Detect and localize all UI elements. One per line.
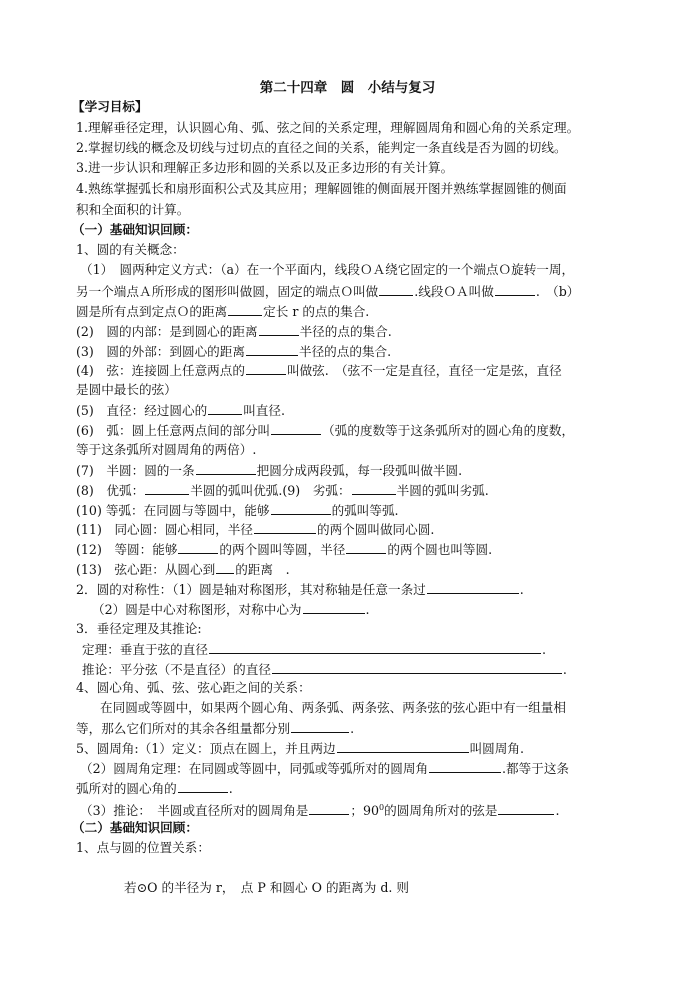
goal-item: 积和全面积的计算。 bbox=[76, 202, 190, 217]
goal-item: 3.进一步认识和理解正多边形和圆的关系以及正多边形的有关计算。 bbox=[76, 160, 454, 175]
perp-title: 3．垂径定理及其推论: bbox=[76, 621, 202, 636]
concept-5: (5) 直径：经过圆心的 叫直径. bbox=[76, 403, 285, 418]
concept-1-line-a: （1） 圆两种定义方式：（a）在一个平面内，线段ＯＡ绕它固定的一个端点Ｏ旋转一周， bbox=[80, 262, 575, 277]
fill-blank[interactable] bbox=[208, 402, 242, 415]
concept-8-9: (8) 优弧： 半圆的弧叫优弧.(9) 劣弧： 半圆的弧叫劣弧. bbox=[76, 483, 489, 498]
fill-blank[interactable] bbox=[145, 482, 189, 495]
relation-title: 4、圆心角、弧、弦、弦心距之间的关系： bbox=[76, 680, 311, 695]
symmetry-2: （2）圆是中心对称图形，对称中心为 . bbox=[92, 602, 370, 617]
goal-item: 1.理解垂径定理，认识圆心角、弧、弦之间的关系定理，理解圆周角和圆心角的关系定理。 bbox=[76, 120, 580, 135]
concept-6: (6) 弧：圆上任意两点间的部分叫 （弧的度数等于这条弧所对的圆心角的度数， bbox=[76, 423, 575, 438]
fill-blank[interactable] bbox=[498, 802, 554, 815]
concept-13: (13) 弦心距：从圆心到 的距离 . bbox=[76, 562, 290, 577]
concept-12: (12) 等圆：能够 的两个圆叫等圆，半径 的两个圆也叫等圆. bbox=[76, 542, 493, 557]
perp-theorem: 定理：垂直于弦的直径 . bbox=[82, 642, 546, 657]
fill-blank[interactable] bbox=[272, 661, 562, 674]
relation-line-2: 等，那么它们所对的其余各组量都分别 . bbox=[76, 721, 355, 736]
fill-blank[interactable] bbox=[271, 502, 331, 515]
fill-blank[interactable] bbox=[309, 802, 349, 815]
concept-4: (4) 弦：连接圆上任意两点的 叫做弦. （弦不一定是直径，直径一定是弦，直径 bbox=[76, 363, 562, 378]
inscribed-2: （2）圆周角定理：在同圆或等圆中，同弧或等弧所对的圆周角 .都等于这条 bbox=[80, 761, 570, 776]
goal-item: 2.掌握切线的概念及切线与过切点的直径之间的关系，能判定一条直线是否为圆的切线。 bbox=[76, 140, 567, 155]
fill-blank[interactable] bbox=[209, 641, 541, 654]
concept-10: (10) 等弧：在同圆与等圆中，能够 的弧叫等弧. bbox=[76, 503, 399, 518]
position-title: 1、点与圆的位置关系： bbox=[76, 840, 210, 855]
fill-blank[interactable] bbox=[246, 362, 286, 375]
fill-blank[interactable] bbox=[352, 482, 396, 495]
relation-line-1: 在同圆或等圆中，如果两个圆心角、两条弧、两条弦、两条弦的弦心距中有一组量相 bbox=[100, 700, 566, 715]
goal-item: 4.熟练掌握弧长和扇形面积公式及其应用；理解圆锥的侧面展开图并熟练掌握圆锥的侧面 bbox=[76, 181, 567, 196]
fill-blank[interactable] bbox=[216, 561, 234, 574]
concept-3: (3) 圆的外部：到圆心的距离 半径的点的集合. bbox=[76, 344, 392, 359]
fill-blank[interactable] bbox=[228, 303, 262, 316]
fill-blank[interactable] bbox=[178, 541, 218, 554]
concept-7: (7) 半圆：圆的一条 把圆分成两段弧，每一段弧叫做半圆. bbox=[76, 463, 463, 478]
symmetry-1: 2．圆的对称性：（1）圆是轴对称图形，其对称轴是任意一条过 . bbox=[76, 582, 524, 597]
concepts-title: 1、圆的有关概念： bbox=[76, 242, 185, 257]
fill-blank[interactable] bbox=[429, 760, 501, 773]
concept-2: (2) 圆的内部：是到圆心的距离 半径的点的集合. bbox=[76, 324, 392, 339]
fill-blank[interactable] bbox=[303, 601, 365, 614]
concept-11: (11) 同心圆：圆心相同，半径 的两个圆叫做同心圆. bbox=[76, 522, 435, 537]
fill-blank[interactable] bbox=[271, 422, 321, 435]
fill-blank[interactable] bbox=[379, 283, 413, 296]
position-line: 若⊙O 的半径为 r， 点 P 和圆心 O 的距离为 d. 则 bbox=[124, 880, 409, 895]
fill-blank[interactable] bbox=[246, 343, 298, 356]
fill-blank[interactable] bbox=[495, 283, 535, 296]
fill-blank[interactable] bbox=[337, 740, 469, 753]
inscribed-1: 5、圆周角:（1）定义：顶点在圆上，并且两边 叫圆周角. bbox=[76, 741, 524, 756]
fill-blank[interactable] bbox=[346, 541, 386, 554]
concept-4-cont: 是圆中最长的弦） bbox=[76, 382, 177, 397]
fill-blank[interactable] bbox=[196, 462, 256, 475]
goals-heading: 【学习目标】 bbox=[72, 99, 148, 114]
fill-blank[interactable] bbox=[427, 581, 519, 594]
concept-6-cont: 等于这条弧所对圆周角的两倍）. bbox=[76, 442, 257, 457]
fill-blank[interactable] bbox=[259, 323, 299, 336]
fill-blank[interactable] bbox=[291, 720, 349, 733]
inscribed-3: 弧所对的圆心角的 . bbox=[76, 781, 233, 796]
section1-heading: （一）基础知识回顾： bbox=[72, 222, 198, 237]
fill-blank[interactable] bbox=[178, 780, 228, 793]
page-title: 第二十四章 圆 小结与复习 bbox=[259, 80, 436, 96]
concept-1-line-c: 圆是所有点到定点Ｏ的距离 定长 r 的点的集合. bbox=[76, 304, 370, 319]
fill-blank[interactable] bbox=[254, 521, 316, 534]
concept-1-line-b: 另一个端点Ａ所形成的图形叫做圆，固定的端点Ｏ叫做 .线段ＯＡ叫做 . （b） bbox=[76, 284, 580, 299]
perp-corollary: 推论：平分弦（不是直径）的直径 . bbox=[82, 662, 567, 677]
section2-heading: （二）基础知识回顾： bbox=[72, 820, 198, 835]
inscribed-4: （3）推论： 半圆或直径所对的圆周角是 ；$90^0$的圆周角所对的弦是 . bbox=[80, 803, 560, 818]
